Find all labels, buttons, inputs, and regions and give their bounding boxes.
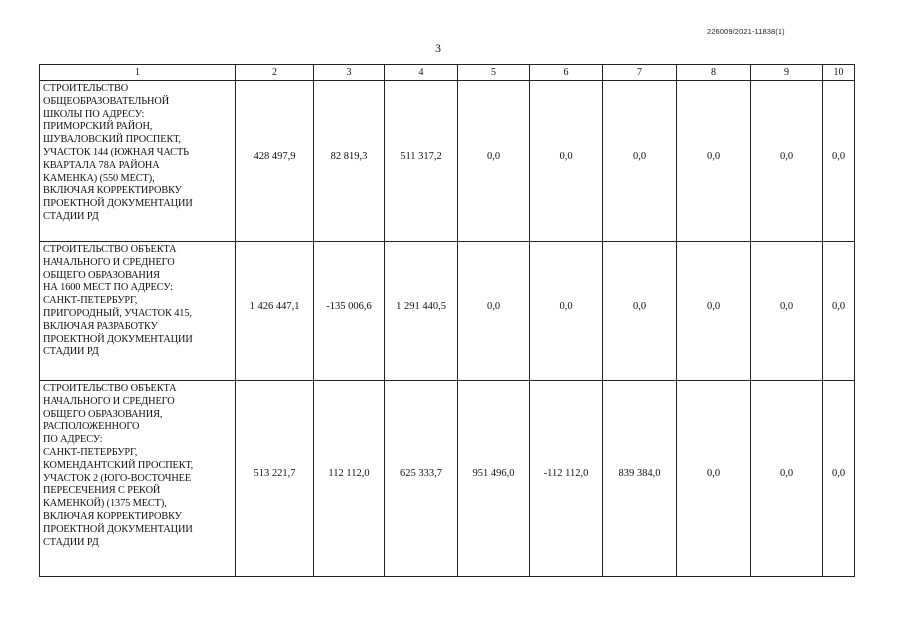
table-cell: 82 819,3 [314,81,385,242]
row-description: СТРОИТЕЛЬСТВО ОБЪЕКТА НАЧАЛЬНОГО И СРЕДНЕГО ОБЩЕГО ОБРАЗОВАНИЯ, РАСПОЛОЖЕННОГО ПО АДРЕСУ: САНКТ-ПЕТЕРБУРГ, КОМЕНДАНТСКИЙ ПРОСПЕКТ, УЧАСТОК 2 (ЮГО-ВОСТОЧНЕЕ ПЕРЕСЕЧЕНИЯ С РЕКОЙ КАМЕНКОЙ) (1375 МЕСТ), ВКЛЮЧАЯ КОРРЕКТИРОВКУ ПРОЕКТНОЙ ДОКУМЕНТАЦИИ СТАДИИ РД [40,381,236,577]
table-cell: 951 496,0 [458,381,530,577]
table-cell: 1 426 447,1 [236,242,314,381]
budget-table [39,64,855,577]
table-cell: 0,0 [677,381,751,577]
table-cell: 0,0 [458,81,530,242]
table-cell: 0,0 [530,242,603,381]
table-cell: 0,0 [677,81,751,242]
column-header: 4 [385,65,458,81]
table-cell: 0,0 [458,242,530,381]
table-cell: 0,0 [603,242,677,381]
table-cell: 511 317,2 [385,81,458,242]
table-cell: 0,0 [677,242,751,381]
page-number: 3 [435,41,441,55]
table-row [40,81,855,242]
table-cell: -135 006,6 [314,242,385,381]
table-row [40,381,855,577]
column-header: 3 [314,65,385,81]
table-cell: 839 384,0 [603,381,677,577]
table-cell: 428 497,9 [236,81,314,242]
column-header: 6 [530,65,603,81]
table-cell: 625 333,7 [385,381,458,577]
row-description: СТРОИТЕЛЬСТВО ОБЪЕКТА НАЧАЛЬНОГО И СРЕДНЕГО ОБЩЕГО ОБРАЗОВАНИЯ НА 1600 МЕСТ ПО АДРЕСУ: САНКТ-ПЕТЕРБУРГ, ПРИГОРОДНЫЙ, УЧАСТОК 415, ВКЛЮЧАЯ РАЗРАБОТКУ ПРОЕКТНОЙ ДОКУМЕНТАЦИИ СТАДИИ РД [40,242,236,381]
column-header: 8 [677,65,751,81]
column-header: 10 [823,65,855,81]
table-cell: 0,0 [823,242,855,381]
column-header: 2 [236,65,314,81]
row-description: СТРОИТЕЛЬСТВО ОБЩЕОБРАЗОВАТЕЛЬНОЙ ШКОЛЫ ПО АДРЕСУ: ПРИМОРСКИЙ РАЙОН, ШУВАЛОВСКИЙ ПРОСПЕКТ, УЧАСТОК 144 (ЮЖНАЯ ЧАСТЬ КВАРТАЛА 78А РАЙОНА КАМЕНКА) (550 МЕСТ), ВКЛЮЧАЯ КОРРЕКТИРОВКУ ПРОЕКТНОЙ ДОКУМЕНТАЦИИ СТАДИИ РД [40,81,236,242]
table-cell: 1 291 440,5 [385,242,458,381]
column-header: 7 [603,65,677,81]
table-cell: 112 112,0 [314,381,385,577]
table-cell: 0,0 [751,381,823,577]
table-cell: 0,0 [823,81,855,242]
column-header: 5 [458,65,530,81]
column-header: 9 [751,65,823,81]
column-header: 1 [40,65,236,81]
table-row [40,242,855,381]
table-cell: 0,0 [751,81,823,242]
table-header-row [40,65,855,81]
document-id: 226009/2021-11838(1) [707,27,785,36]
table-cell: 513 221,7 [236,381,314,577]
table-cell: 0,0 [823,381,855,577]
table-cell: 0,0 [751,242,823,381]
table-cell: -112 112,0 [530,381,603,577]
table-cell: 0,0 [530,81,603,242]
table-cell: 0,0 [603,81,677,242]
